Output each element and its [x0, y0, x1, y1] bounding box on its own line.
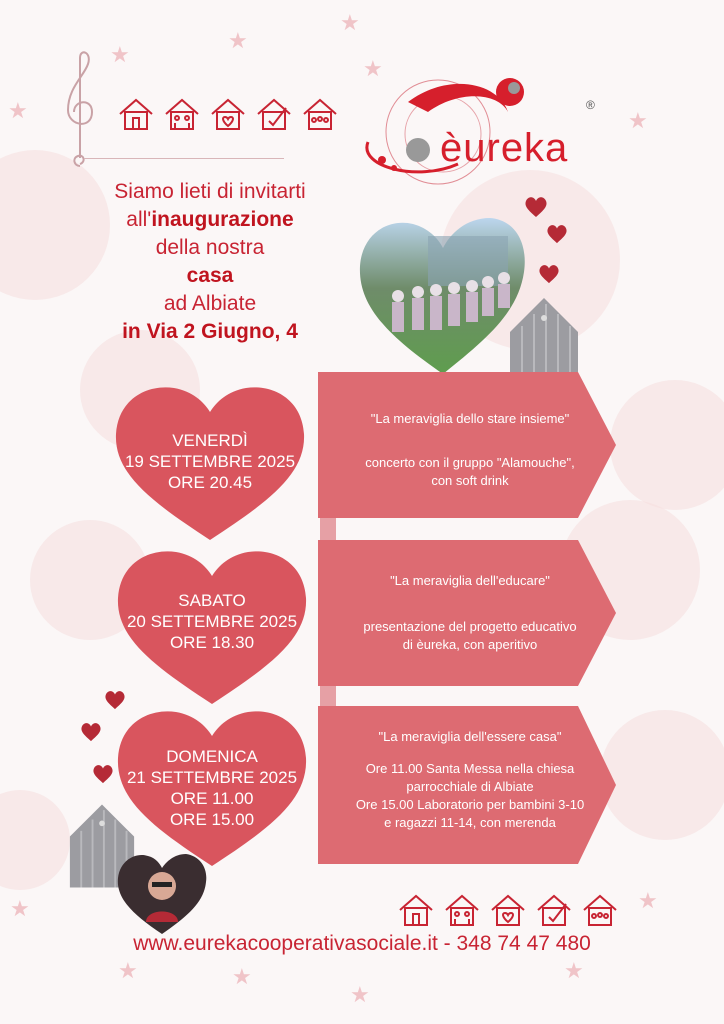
house-heart-icon [212, 100, 244, 129]
event-1-day: VENERDÌ [172, 431, 248, 450]
star-decoration: ★ [340, 10, 360, 35]
house-icons-row [116, 96, 340, 132]
star-decoration: ★ [350, 982, 370, 1007]
house-check-icon [258, 100, 290, 129]
event-1-date-line: 19 SETTEMBRE 2025 [124, 452, 296, 471]
event-2-day: SABATO [178, 591, 246, 610]
event-3-desc-4: e ragazzi 11-14, con merenda [384, 815, 556, 830]
event-1-desc-2: con soft drink [431, 473, 509, 488]
star-decoration: ★ [638, 888, 658, 913]
star-decoration: ★ [10, 896, 30, 921]
person-photo-heart [116, 852, 208, 936]
event-3-day: DOMENICA [166, 747, 258, 766]
event-2-date-line: 20 SETTEMBRE 2025 [126, 612, 298, 631]
star-decoration: ★ [228, 28, 248, 53]
event-1-desc-1: concerto con il gruppo "Alamouche", [365, 455, 575, 470]
event-2-desc-1: presentazione del progetto educativo [363, 619, 577, 634]
invitation-text [70, 178, 350, 346]
treble-clef-icon [60, 48, 100, 168]
event-2-desc-2: di èureka, con aperitivo [402, 637, 538, 652]
house-check-icon [538, 896, 570, 925]
event-3-desc-2: parrocchiale di Albiate [406, 779, 534, 794]
heart-decoration-icon [104, 690, 126, 710]
event-1-details [330, 410, 610, 490]
house-family-icon [166, 100, 198, 129]
wooden-house-icon [508, 296, 580, 382]
house-people-icon [584, 896, 616, 925]
footer-contact[interactable]: www.eurekacooperativasociale.it - 348 74 47 480 [133, 932, 591, 955]
intro-line-3: della nostra [155, 236, 265, 259]
star-decoration: ★ [232, 964, 252, 989]
intro-line-4: casa [186, 264, 234, 287]
house-heart-icon [492, 896, 524, 925]
event-2-details [330, 572, 610, 654]
event-1-date [112, 430, 308, 493]
brand-name: èureka [440, 126, 569, 170]
star-decoration: ★ [564, 958, 584, 983]
heart-decoration-icon [80, 722, 102, 742]
intro-line-6: in Via 2 Giugno, 4 [122, 320, 298, 343]
event-3-title: "La meraviglia dell'essere casa" [378, 729, 562, 744]
event-2-time: ORE 18.30 [169, 633, 255, 652]
heart-decoration-icon [538, 264, 560, 284]
heart-decoration-icon [524, 196, 548, 218]
event-1-title: "La meraviglia dello stare insieme" [370, 411, 570, 426]
heart-decoration-icon [92, 764, 114, 784]
event-3-time-1: ORE 11.00 [170, 789, 254, 808]
house-door-icon [120, 100, 152, 129]
top-line [84, 158, 284, 159]
event-3-date-line: 21 SETTEMBRE 2025 [126, 768, 298, 787]
heart-decoration-icon [546, 224, 568, 244]
event-3-desc-3: Ore 15.00 Laboratorio per bambini 3-10 [355, 797, 585, 812]
intro-line-5: ad Albiate [163, 292, 257, 315]
group-photo-heart [358, 216, 528, 376]
house-family-icon [446, 896, 478, 925]
star-decoration: ★ [363, 56, 383, 81]
event-3-desc-1: Ore 11.00 Santa Messa nella chiesa [365, 761, 575, 776]
footer-house-icons-row [396, 892, 620, 928]
registered-mark: ® [586, 98, 595, 112]
star-decoration: ★ [628, 108, 648, 133]
intro-line-1: Siamo lieti di invitarti [114, 180, 306, 203]
event-2-title: "La meraviglia dell'educare" [390, 573, 550, 588]
event-3-date [114, 746, 310, 830]
star-decoration: ★ [110, 42, 130, 67]
star-decoration: ★ [8, 98, 28, 123]
house-people-icon [304, 100, 336, 129]
event-3-time-2: ORE 15.00 [169, 810, 255, 829]
event-2-date [114, 590, 310, 653]
star-decoration: ★ [118, 958, 138, 983]
event-1-time: ORE 20.45 [167, 473, 253, 492]
intro-line-2: all'inaugurazione [126, 208, 294, 231]
house-door-icon [400, 896, 432, 925]
event-3-details [330, 728, 610, 832]
